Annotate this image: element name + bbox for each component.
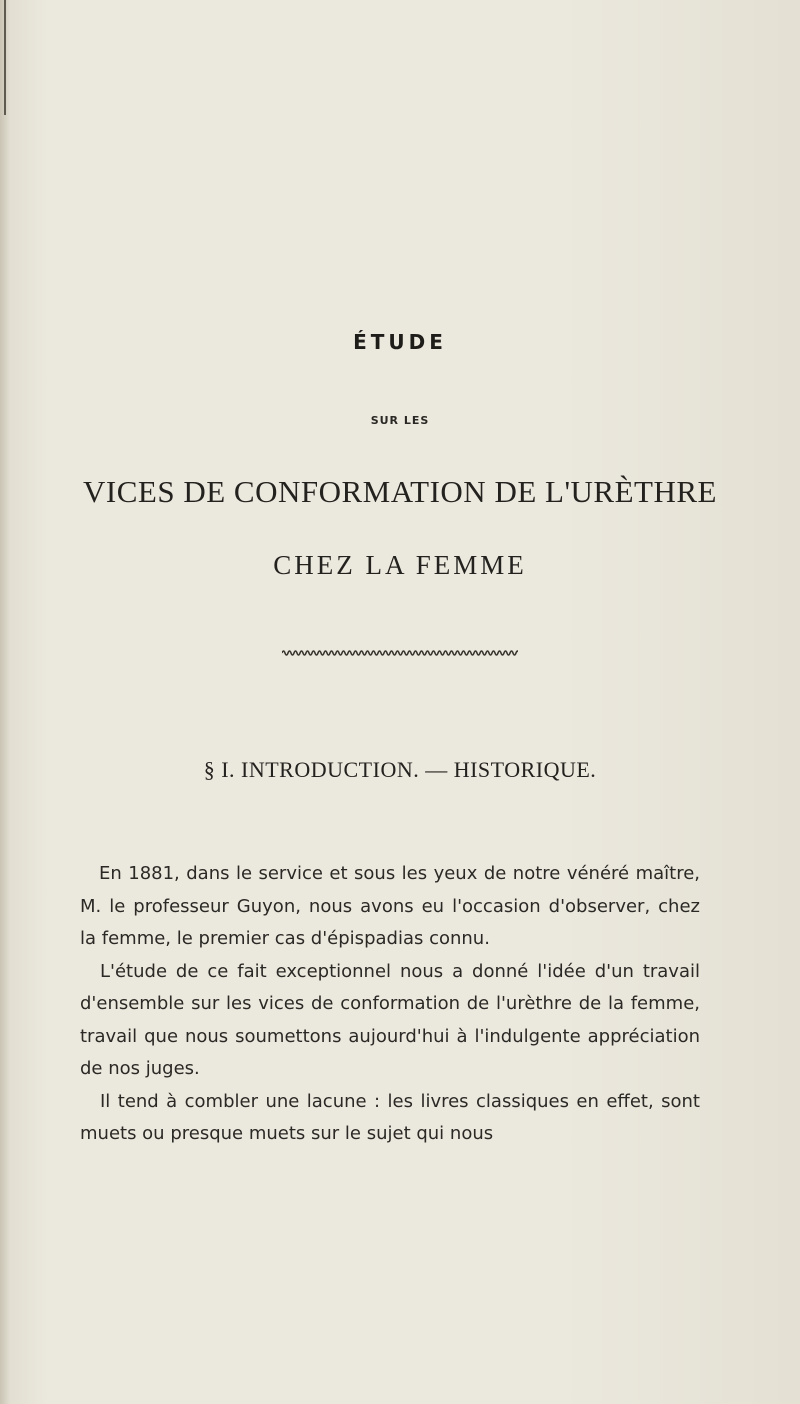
document-subtitle: CHEZ LA FEMME xyxy=(273,550,527,580)
document-heading: ÉTUDE xyxy=(353,330,447,354)
paragraph-3: Il tend à combler une lacune : les livres classiques en effet, sont muets ou presque muets sur le sujet qui nous xyxy=(80,1090,700,1144)
ornamental-rule xyxy=(282,648,518,658)
section-heading: § I. INTRODUCTION. — HISTORIQUE. xyxy=(203,757,597,782)
document-title: VICES DE CONFORMATION DE L'URÈTHRE xyxy=(83,474,717,509)
document-subheading: SUR LES xyxy=(370,414,430,427)
paragraph-1: En 1881, dans le service et sous les yeux de notre vénéré maître, M. le professeur Guyon, nous avons eu l'occasion d'observer, chez la femme, le premier cas d'épispadias connu. xyxy=(80,863,700,949)
page-gutter-shadow xyxy=(0,0,10,1404)
paragraph-2: L'étude de ce fait exceptionnel nous a donné l'idée d'un travail d'ensemble sur les vices de conformation de l'urèthre de la femme, travail que nous soumettons aujourd'hui à l'indulgente appréciation de nos juges. xyxy=(80,960,700,1079)
body-text xyxy=(80,858,700,1151)
binding-edge xyxy=(4,0,6,115)
